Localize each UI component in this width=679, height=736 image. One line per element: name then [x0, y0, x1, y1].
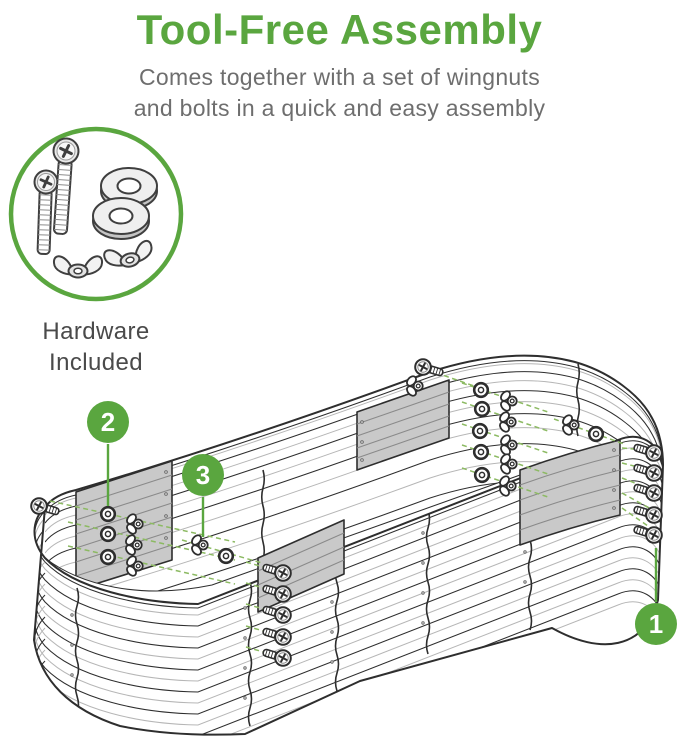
- washer-icon: [101, 507, 115, 521]
- washer-icon: [474, 445, 488, 459]
- washer-icon: [101, 527, 115, 541]
- subtitle-line-1: Comes together with a set of wingnuts: [138, 64, 541, 90]
- washer-icon: [475, 468, 489, 482]
- callout-number: 2: [100, 406, 116, 437]
- callout-number: 3: [195, 459, 211, 490]
- washer-icon: [475, 402, 489, 416]
- washer-icon: [101, 550, 115, 564]
- washer-icon: [219, 549, 233, 563]
- inset-caption-line-2: Included: [49, 349, 143, 376]
- wingnut-icon: [499, 390, 517, 413]
- callout-number: 1: [648, 608, 664, 639]
- wingnut-icon: [499, 434, 517, 457]
- bolt-icon: [415, 359, 443, 376]
- subtitle-line-2: and bolts in a quick and easy assembly: [133, 95, 546, 121]
- wingnut-icon: [499, 453, 517, 476]
- callout-badge-1: [635, 603, 677, 645]
- page-title: Tool-Free Assembly: [136, 6, 543, 53]
- inset-caption-line-1: Hardware: [42, 318, 150, 345]
- callout-badge-2: [87, 401, 129, 443]
- washer-icon: [474, 383, 488, 397]
- callout-badge-3: [182, 454, 224, 496]
- washer-icon: [589, 427, 603, 441]
- washer-icon: [473, 424, 487, 438]
